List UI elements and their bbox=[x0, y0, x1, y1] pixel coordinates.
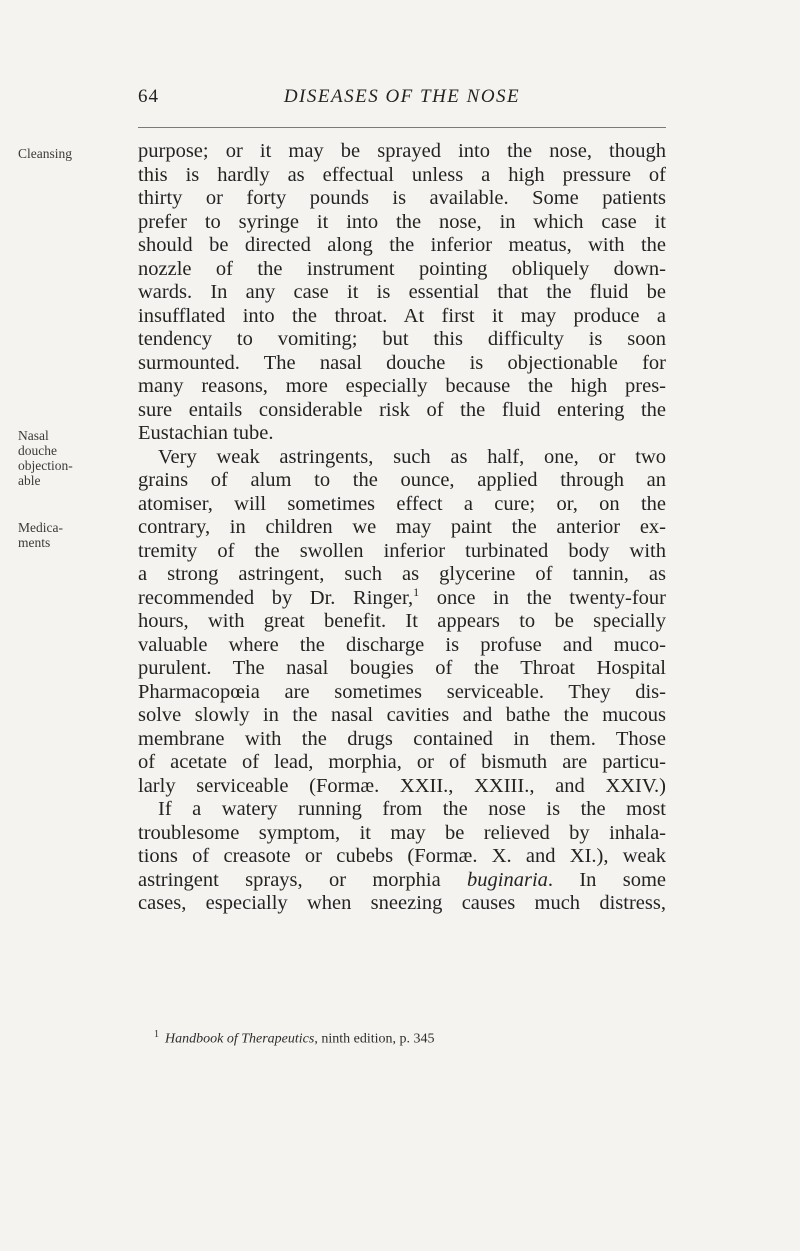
text-line: this is hardly as effectual unless a high pressure of bbox=[138, 163, 666, 186]
margin-note-line: douche bbox=[18, 443, 57, 458]
text-line: sure entails considerable risk of the fluid entering the bbox=[138, 398, 666, 421]
margin-note-medicaments bbox=[18, 520, 92, 550]
text-segment: astringent sprays, or morphia bbox=[138, 868, 441, 891]
margin-note-line: objection- bbox=[18, 458, 73, 473]
text-line: of acetate of lead, morphia, or of bismuth are particu- bbox=[138, 751, 666, 773]
text-line: surmounted. The nasal douche is objectionable for bbox=[138, 351, 666, 374]
text-line: tremity of the swollen inferior turbinated body with bbox=[138, 539, 666, 562]
margin-note-nasal-douche bbox=[18, 428, 92, 488]
text-line: hours, with great benefit. It appears to be specially bbox=[138, 610, 666, 632]
text-line: Very weak astringents, such as half, one, or two bbox=[158, 445, 666, 468]
margin-note-line: Nasal bbox=[18, 428, 49, 443]
text-line: membrane with the drugs contained in them. Those bbox=[138, 727, 666, 750]
footnote-title: Handbook of Therapeutics bbox=[165, 1031, 315, 1047]
text-line: purulent. The nasal bougies of the Throat Hospital bbox=[138, 657, 666, 679]
text-segment: . In some bbox=[547, 868, 666, 891]
text-line: solve slowly in the nasal cavities and bathe the mucous bbox=[138, 704, 666, 726]
header-rule bbox=[138, 127, 666, 128]
text-line: cases, especially when sneezing causes much distress, bbox=[138, 892, 666, 914]
text-line: should be directed along the inferior meatus, with the bbox=[138, 234, 666, 256]
text-line: thirty or forty pounds is available. Some patients bbox=[138, 187, 666, 209]
text-line bbox=[138, 869, 666, 893]
running-title: DISEASES OF THE NOSE bbox=[283, 86, 521, 107]
text-line: insufflated into the throat. At first it may produce a bbox=[138, 304, 666, 327]
text-line: nozzle of the instrument pointing obliquely down- bbox=[138, 257, 666, 280]
margin-note-cleansing bbox=[18, 146, 92, 161]
text-line: many reasons, more especially because the high pres- bbox=[138, 375, 666, 397]
text-segment: once in the twenty-four bbox=[419, 586, 666, 609]
margin-note-line: able bbox=[18, 473, 41, 488]
footnote-mark: 1 bbox=[154, 1029, 159, 1040]
text-segment: buginaria bbox=[467, 868, 548, 891]
text-line: larly serviceable (Formæ. XXII., XXIII., and XXIV.) bbox=[138, 774, 666, 797]
page-number: 64 bbox=[138, 86, 159, 107]
text-line: wards. In any case it is essential that the fluid be bbox=[138, 281, 666, 303]
text-line: purpose; or it may be sprayed into the nose, though bbox=[138, 140, 666, 162]
page-header bbox=[138, 86, 666, 116]
text-line: prefer to syringe it into the nose, in which case it bbox=[138, 210, 666, 233]
text-line: contrary, in children we may paint the anterior ex- bbox=[138, 516, 666, 538]
body-text bbox=[138, 140, 666, 916]
text-line: atomiser, will sometimes effect a cure; or, on the bbox=[138, 492, 666, 515]
text-line: valuable where the discharge is profuse and muco- bbox=[138, 633, 666, 656]
text-line: grains of alum to the ounce, applied through an bbox=[138, 469, 666, 491]
footnote-text: , ninth edition, p. 345 bbox=[314, 1031, 435, 1047]
footnote bbox=[154, 1026, 666, 1049]
text-line: Eustachian tube. bbox=[138, 422, 274, 444]
margin-note-line: Medica- bbox=[18, 520, 63, 535]
footnote-ref: 1 bbox=[413, 586, 420, 599]
text-line bbox=[138, 587, 666, 611]
text-line: If a watery running from the nose is the most bbox=[158, 798, 666, 820]
text-line: a strong astringent, such as glycerine of tannin, as bbox=[138, 563, 666, 585]
text-segment: recommended by Dr. Ringer, bbox=[138, 586, 414, 609]
text-line: tions of creasote or cubebs (Formæ. X. and XI.), weak bbox=[138, 845, 666, 867]
text-line: Pharmacopœia are sometimes serviceable. They dis- bbox=[138, 680, 666, 703]
margin-note-line: ments bbox=[18, 535, 51, 550]
text-line: tendency to vomiting; but this difficulty is soon bbox=[138, 328, 666, 350]
text-line: troublesome symptom, it may be relieved by inhala- bbox=[138, 821, 666, 844]
margin-note-line: Cleansing bbox=[18, 146, 72, 161]
